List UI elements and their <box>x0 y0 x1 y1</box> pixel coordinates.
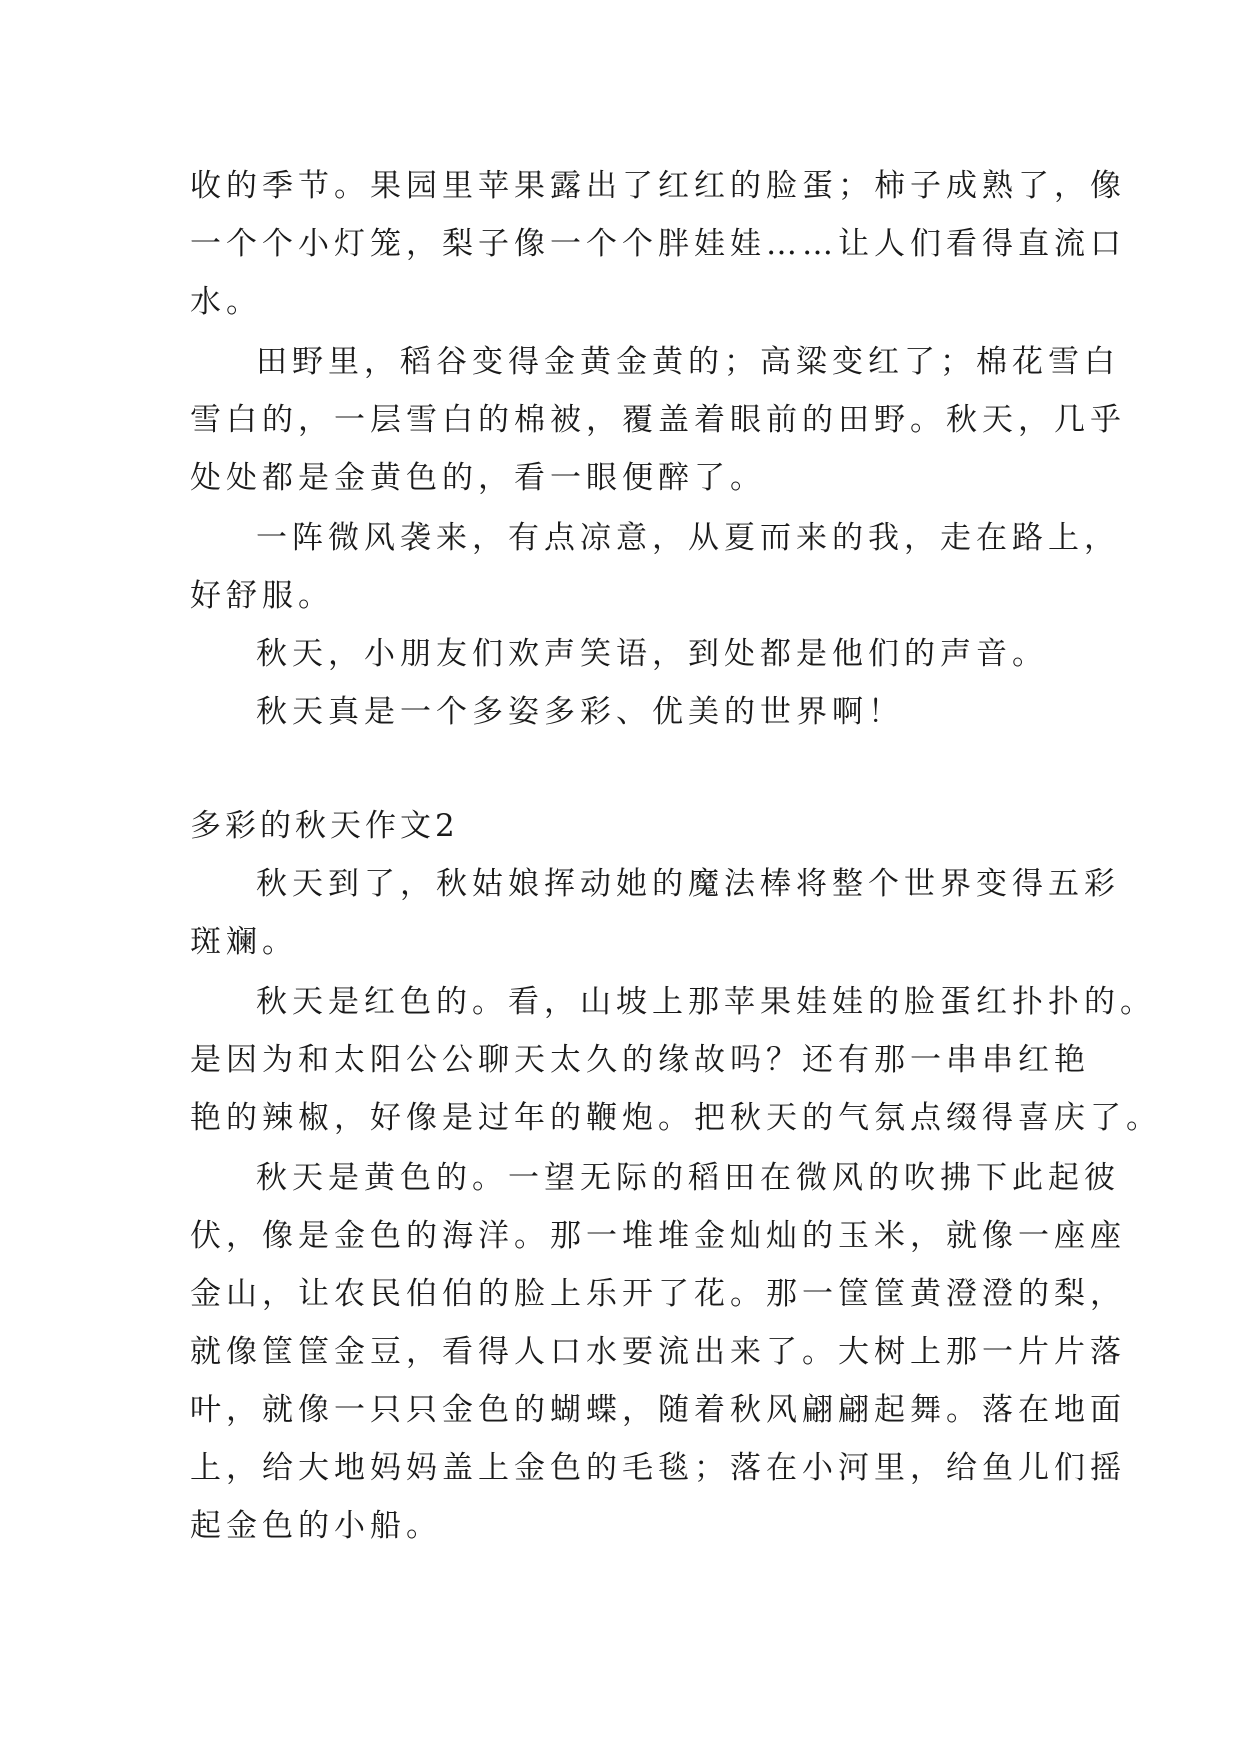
paragraph-line: 秋天，小朋友们欢声笑语，到处都是他们的声音。 <box>256 636 1048 672</box>
paragraph-line: 金山，让农民伯伯的脸上乐开了花。那一筐筐黄澄澄的梨， <box>190 1276 1126 1312</box>
paragraph-line: 伏，像是金色的海洋。那一堆堆金灿灿的玉米，就像一座座 <box>190 1218 1126 1254</box>
section-heading: 多彩的秋天作文2 <box>190 808 459 844</box>
paragraph-line: 一阵微风袭来，有点凉意，从夏而来的我，走在路上， <box>256 520 1120 556</box>
paragraph-line: 收的季节。果园里苹果露出了红红的脸蛋；柿子成熟了，像 <box>190 168 1126 204</box>
paragraph-line: 艳的辣椒，好像是过年的鞭炮。把秋天的气氛点缀得喜庆了。 <box>190 1100 1162 1136</box>
paragraph-line: 秋天是红色的。看，山坡上那苹果娃娃的脸蛋红扑扑的。 <box>256 984 1156 1020</box>
paragraph-line: 一个个小灯笼，梨子像一个个胖娃娃……让人们看得直流口 <box>190 226 1126 262</box>
paragraph-line: 叶，就像一只只金色的蝴蝶，随着秋风翩翩起舞。落在地面 <box>190 1392 1126 1428</box>
paragraph-line: 秋天真是一个多姿多彩、优美的世界啊！ <box>256 694 904 730</box>
paragraph-line: 田野里，稻谷变得金黄金黄的；高粱变红了；棉花雪白 <box>256 344 1120 380</box>
paragraph-line: 水。 <box>190 284 262 320</box>
paragraph-line: 斑斓。 <box>190 924 298 960</box>
paragraph-line: 上，给大地妈妈盖上金色的毛毯；落在小河里，给鱼儿们摇 <box>190 1450 1126 1486</box>
paragraph-line: 就像筐筐金豆，看得人口水要流出来了。大树上那一片片落 <box>190 1334 1126 1370</box>
paragraph-line: 雪白的，一层雪白的棉被，覆盖着眼前的田野。秋天，几乎 <box>190 402 1126 438</box>
paragraph-line: 秋天是黄色的。一望无际的稻田在微风的吹拂下此起彼 <box>256 1160 1120 1196</box>
paragraph-line: 好舒服。 <box>190 578 334 614</box>
paragraph-line: 是因为和太阳公公聊天太久的缘故吗？还有那一串串红艳 <box>190 1042 1090 1078</box>
paragraph-line: 处处都是金黄色的，看一眼便醉了。 <box>190 460 766 496</box>
paragraph-line: 起金色的小船。 <box>190 1508 442 1544</box>
paragraph-line: 秋天到了，秋姑娘挥动她的魔法棒将整个世界变得五彩 <box>256 866 1120 902</box>
